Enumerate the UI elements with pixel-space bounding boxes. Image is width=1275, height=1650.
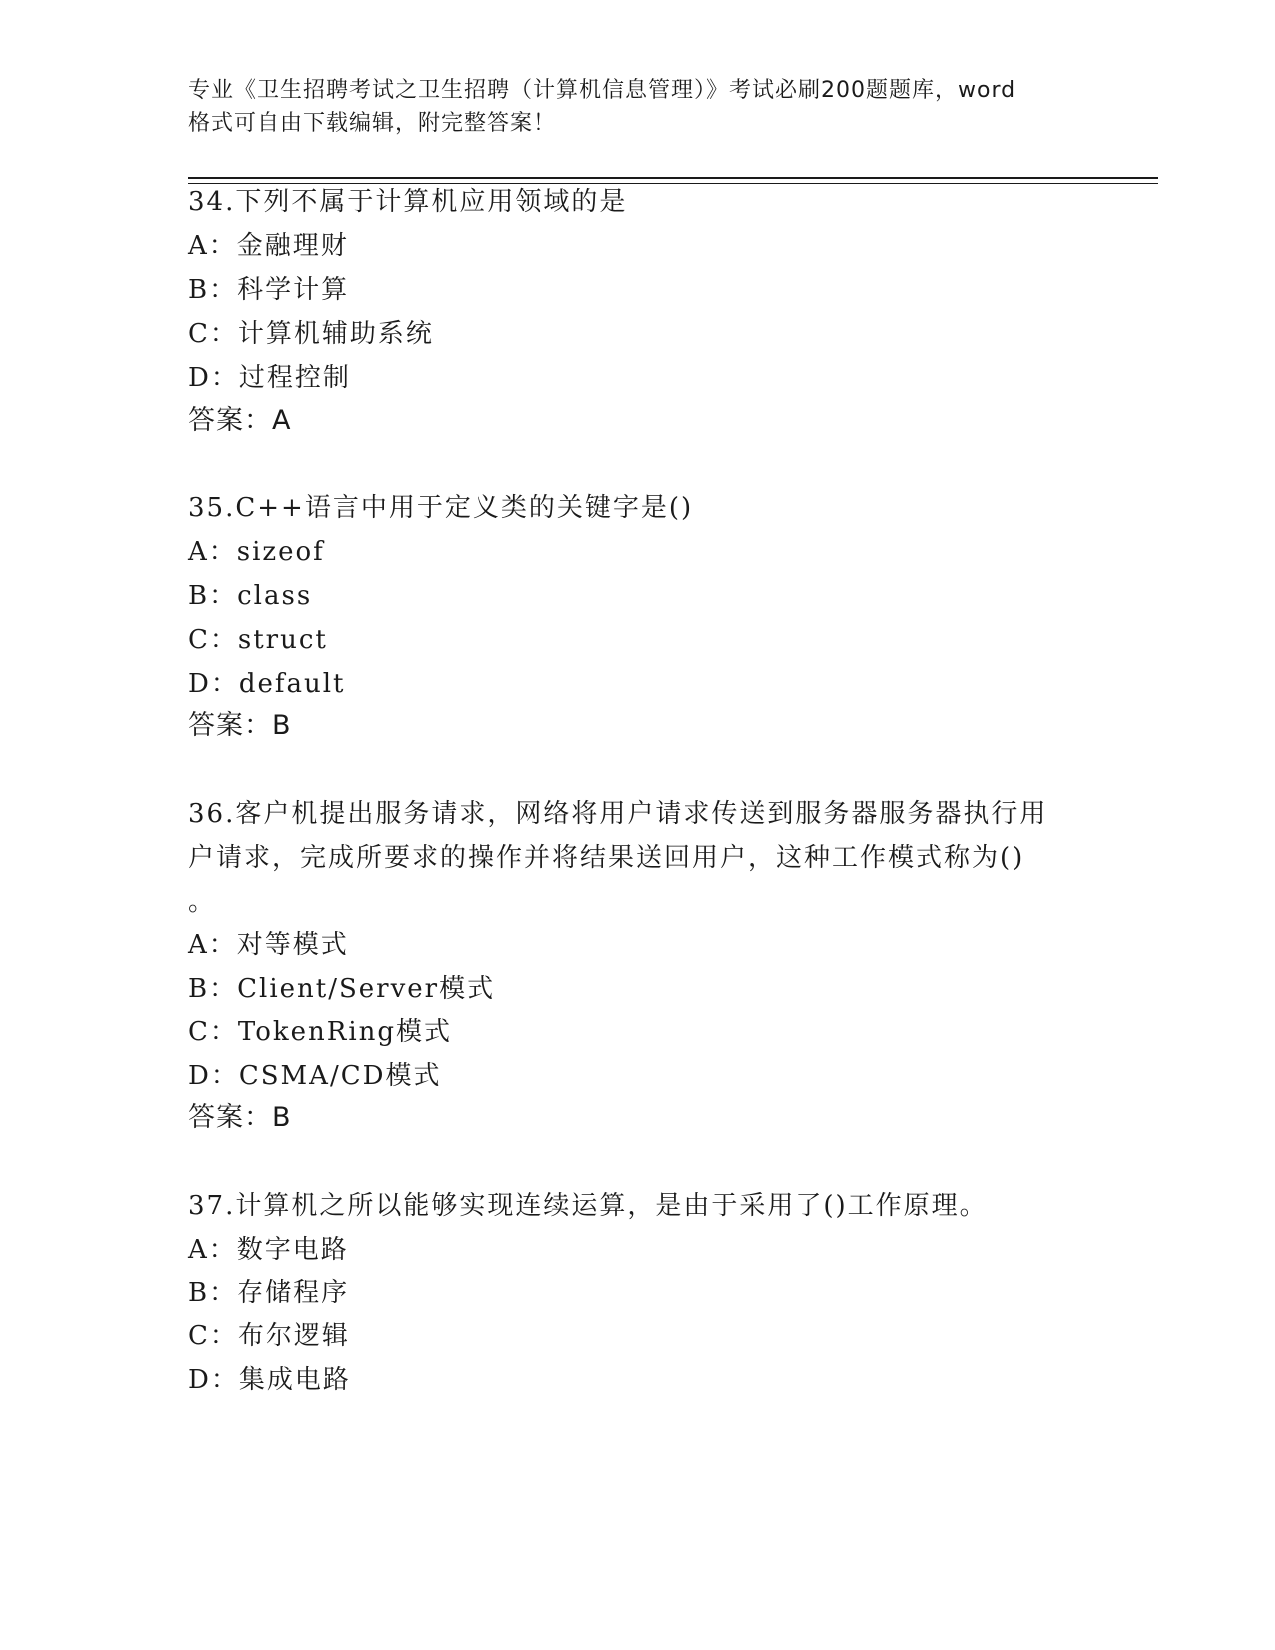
question-stem: 34.下列不属于计算机应用领域的是 [188,187,628,217]
option-d: D：default [188,669,346,699]
option-b: B：class [188,581,313,611]
option-b: B：存储程序 [188,1278,350,1308]
header-divider [188,177,1158,179]
option-a: A：金融理财 [188,231,349,261]
question-stem: 户请求，完成所要求的操作并将结果送回用户，这种工作模式称为() [188,843,1025,873]
answer-label: 答案：B [188,1102,292,1133]
option-c: C：布尔逻辑 [188,1321,350,1351]
option-d: D：集成电路 [188,1365,351,1395]
answer-label: 答案：B [188,710,292,741]
question-stem: 37.计算机之所以能够实现连续运算，是由于采用了()工作原理。 [188,1191,988,1221]
option-d: D：过程控制 [188,363,351,393]
header-line: 格式可自由下载编辑，附完整答案！ [188,111,557,136]
question-stem: 。 [188,887,217,917]
option-c: C：struct [188,625,328,655]
document-header [188,74,1088,140]
header-line: 专业《卫生招聘考试之卫生招聘（计算机信息管理）》考试必刷200题题库，word [188,78,1017,103]
option-b: B：Client/Server模式 [188,974,496,1004]
option-a: A：数字电路 [188,1235,349,1265]
header-divider [188,183,1158,184]
option-b: B：科学计算 [188,275,350,305]
answer-label: 答案：A [188,405,292,436]
question-stem: 35.C++语言中用于定义类的关键字是() [188,493,694,523]
option-a: A：sizeof [188,537,325,567]
option-c: C：TokenRing模式 [188,1017,453,1047]
question-stem: 36.客户机提出服务请求，网络将用户请求传送到服务器服务器执行用 [188,799,1048,829]
option-d: D：CSMA/CD模式 [188,1061,442,1091]
option-c: C：计算机辅助系统 [188,319,434,349]
option-a: A：对等模式 [188,930,349,960]
